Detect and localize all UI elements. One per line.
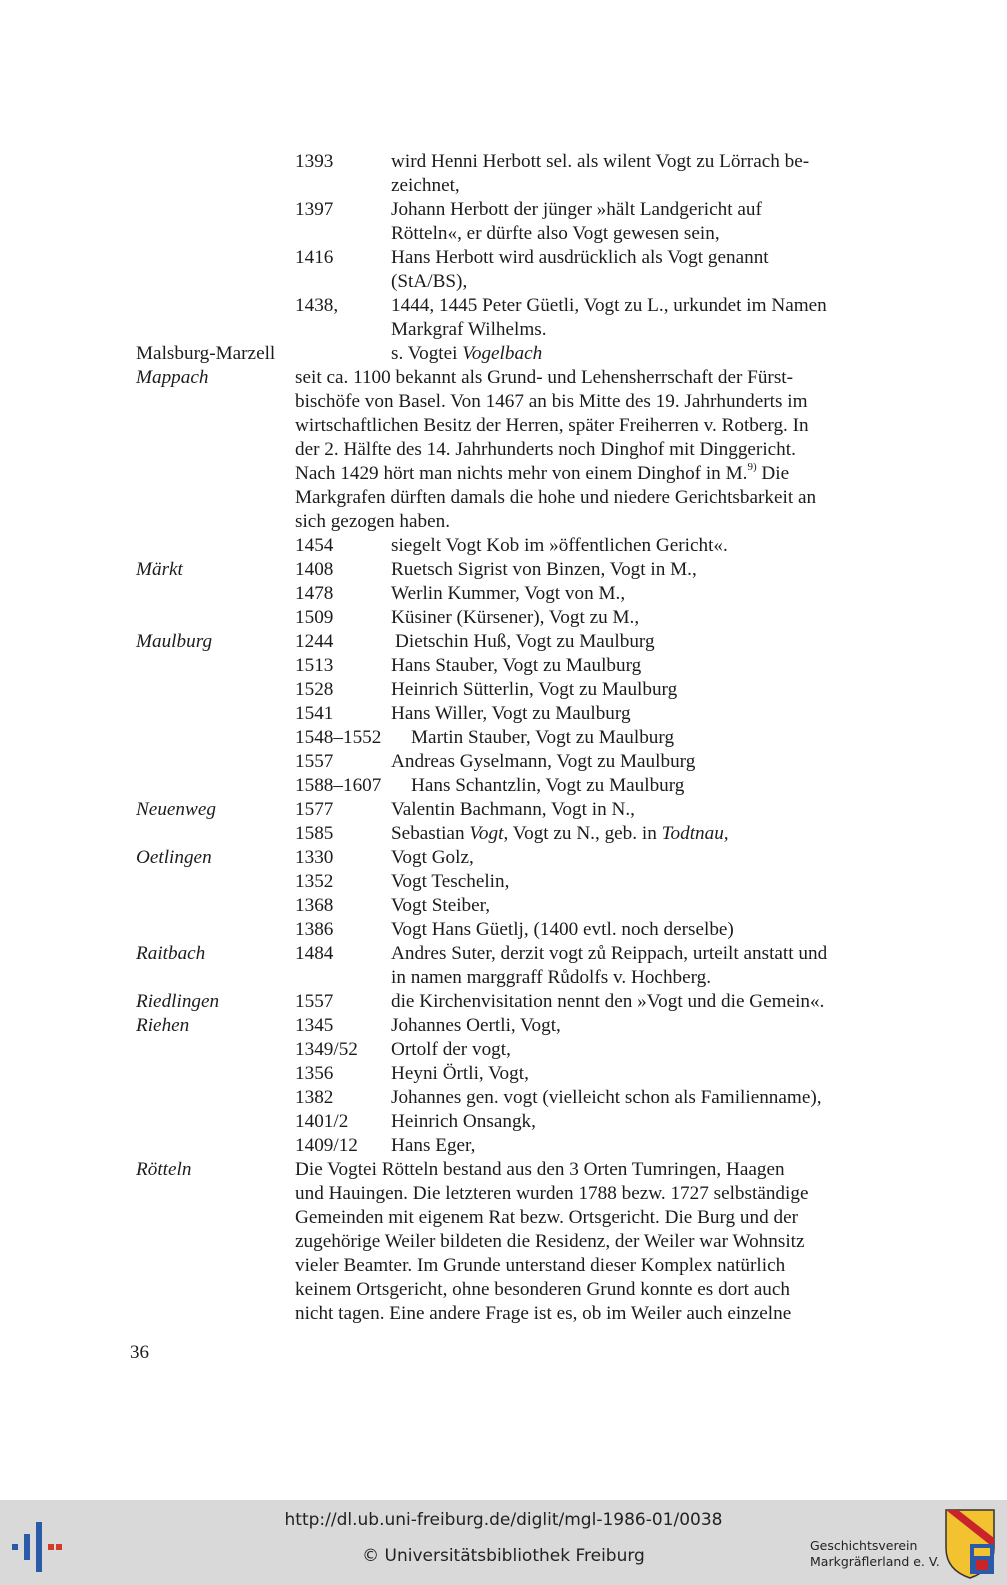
entry-text: Hans Stauber, Vogt zu Maulburg [391,655,642,676]
text-part: , Vogt zu N., geb. in [503,823,662,844]
entry-year: 1408 [295,559,334,580]
paragraph-line: bischöfe von Basel. Von 1467 an bis Mitte des 19. Jahrhunderts im [295,391,808,412]
text-italic: Vogelbach [462,343,543,364]
entry-year: 1454 [295,535,334,556]
text-part: Sebastian [391,823,470,844]
paragraph-line: der 2. Hälfte des 14. Jahrhunderts noch Dinghof mit Dinggericht. [295,439,796,460]
entry-text: Johann Herbott der jünger »hält Landgericht auf [391,199,762,220]
place-name: Riedlingen [136,991,220,1012]
entry-text: Hans Eger, [391,1135,476,1156]
entry-year: 1382 [295,1087,334,1108]
entry-text: Martin Stauber, Vogt zu Maulburg [411,727,675,748]
entry-year: 1548–1552 [295,727,382,748]
footer-verein [810,1538,940,1570]
paragraph-line [295,462,789,486]
entry-text [391,822,729,846]
paragraph-line: zugehörige Weiler bildeten die Residenz, der Weiler war Wohnsitz [295,1231,805,1252]
entry-text: Ruetsch Sigrist von Binzen, Vogt in M., [391,559,697,580]
entry-text: Ortolf der vogt, [391,1039,511,1060]
para-part: Die [756,463,790,484]
entry-text: in namen marggraff Růdolfs v. Hochberg. [391,967,712,988]
entry-year: 1557 [295,991,334,1012]
entry-year: 1541 [295,703,334,724]
paragraph-line: und Hauingen. Die letzteren wurden 1788 bezw. 1727 selbständige [295,1183,809,1204]
footnote-ref: 9) [747,460,757,473]
text-part: s. Vogtei [391,343,463,364]
place-name: Rötteln [136,1159,192,1180]
entry-text: Heinrich Onsangk, [391,1111,536,1132]
text-italic: Todtnau, [661,823,729,844]
entry-text: Vogt Golz, [391,847,474,868]
entry-year: 1528 [295,679,334,700]
entry-year: 1393 [295,151,334,172]
paragraph-line: wirtschaftlichen Besitz der Herren, später Freiherren v. Rotberg. In [295,415,809,436]
entry-year: 1585 [295,823,334,844]
paragraph-line: seit ca. 1100 bekannt als Grund- und Lehensherrschaft der Fürst- [295,367,794,388]
paragraph-line: Markgrafen dürften damals die hohe und niedere Gerichtsbarkeit an [295,487,817,508]
text-italic: Vogt [469,823,504,844]
entry-year: 1588–1607 [295,775,382,796]
para-part: Nach 1429 hört man nichts mehr von einem Dinghof in M. [295,463,748,484]
entry-year: 1386 [295,919,334,940]
entry-text [391,342,542,366]
entry-text: Johannes gen. vogt (vielleicht schon als Familienname), [391,1087,822,1108]
entry-text: wird Henni Herbott sel. als wilent Vogt zu Lörrach be- [391,151,810,172]
entry-text: Markgraf Wilhelms. [391,319,547,340]
verein-line-1: Geschichtsverein [810,1538,918,1553]
entry-text: Valentin Bachmann, Vogt in N., [391,799,635,820]
entry-text: Vogt Teschelin, [391,871,510,892]
paragraph-line: sich gezogen haben. [295,511,451,532]
verein-line-2: Markgräflerland e. V. [810,1554,940,1569]
page-number: 36 [130,1342,149,1363]
place-name: Riehen [136,1015,190,1036]
entry-text: (StA/BS), [391,271,468,292]
entry-year: 1409/12 [295,1135,358,1156]
entry-text: siegelt Vogt Kob im »öffentlichen Gericht«. [391,535,728,556]
entry-text: Heinrich Sütterlin, Vogt zu Maulburg [391,679,678,700]
footer-url[interactable]: http://dl.ub.uni-freiburg.de/diglit/mgl-1986-01/0038 [284,1510,723,1530]
entry-text: die Kirchenvisitation nennt den »Vogt und die Gemein«. [391,991,825,1012]
place-name: Oetlingen [136,847,212,868]
entry-year: 1352 [295,871,334,892]
entry-text: Andres Suter, derzit vogt zů Reippach, urteilt anstatt und [391,943,828,964]
entry-text: Dietschin Huß, Vogt zu Maulburg [395,631,655,652]
footer-bar [0,1500,1007,1585]
entry-year: 1416 [295,247,334,268]
entry-year: 1557 [295,751,334,772]
place-name: Raitbach [136,943,206,964]
entry-text: 1444, 1445 Peter Güetli, Vogt zu L., urkundet im Namen [391,295,827,316]
entry-year: 1345 [295,1015,334,1036]
entry-text: Vogt Hans Güetlj, (1400 evtl. noch derselbe) [391,919,734,940]
coat-of-arms-icon [944,1508,996,1580]
entry-year: 1356 [295,1063,334,1084]
entry-text: Vogt Steiber, [391,895,491,916]
place-name: Neuenweg [136,799,216,820]
entry-year: 1577 [295,799,334,820]
entry-text: Rötteln«, er dürfte also Vogt gewesen sein, [391,223,720,244]
paragraph-line: vieler Beamter. Im Grunde unterstand dieser Komplex natürlich [295,1255,786,1276]
paragraph-line: Gemeinden mit eigenem Rat bezw. Ortsgericht. Die Burg und der [295,1207,798,1228]
place-name: Maulburg [136,631,213,652]
paragraph-line: Die Vogtei Rötteln bestand aus den 3 Orten Tumringen, Haagen [295,1159,785,1180]
entry-year: 1349/52 [295,1039,358,1060]
entry-year: 1397 [295,199,334,220]
entry-year: 1478 [295,583,334,604]
entry-text: Hans Herbott wird ausdrücklich als Vogt genannt [391,247,769,268]
place-name: Mappach [136,367,209,388]
entry-text: zeichnet, [391,175,460,196]
paragraph-line: nicht tagen. Eine andere Frage ist es, ob im Weiler auch einzelne [295,1303,792,1324]
entry-text: Hans Schantzlin, Vogt zu Maulburg [411,775,685,796]
entry-year: 1330 [295,847,334,868]
entry-text: Andreas Gyselmann, Vogt zu Maulburg [391,751,696,772]
footer-copyright: © Universitätsbibliothek Freiburg [362,1546,645,1566]
entry-year: 1509 [295,607,334,628]
entry-year: 1401/2 [295,1111,349,1132]
place-name: Malsburg-Marzell [136,343,276,364]
entry-year: 1513 [295,655,334,676]
entry-year: 1438, [295,295,339,316]
entry-year: 1368 [295,895,334,916]
entry-text: Werlin Kummer, Vogt von M., [391,583,626,604]
entry-year: 1244 [295,631,334,652]
entry-text: Hans Willer, Vogt zu Maulburg [391,703,631,724]
entry-text: Küsiner (Kürsener), Vogt zu M., [391,607,640,628]
entry-year: 1484 [295,943,334,964]
entry-text: Johannes Oertli, Vogt, [391,1015,561,1036]
paragraph-line: keinem Ortsgericht, ohne besonderen Grund konnte es dort auch [295,1279,790,1300]
place-name: Märkt [136,559,183,580]
entry-text: Heyni Örtli, Vogt, [391,1063,529,1084]
